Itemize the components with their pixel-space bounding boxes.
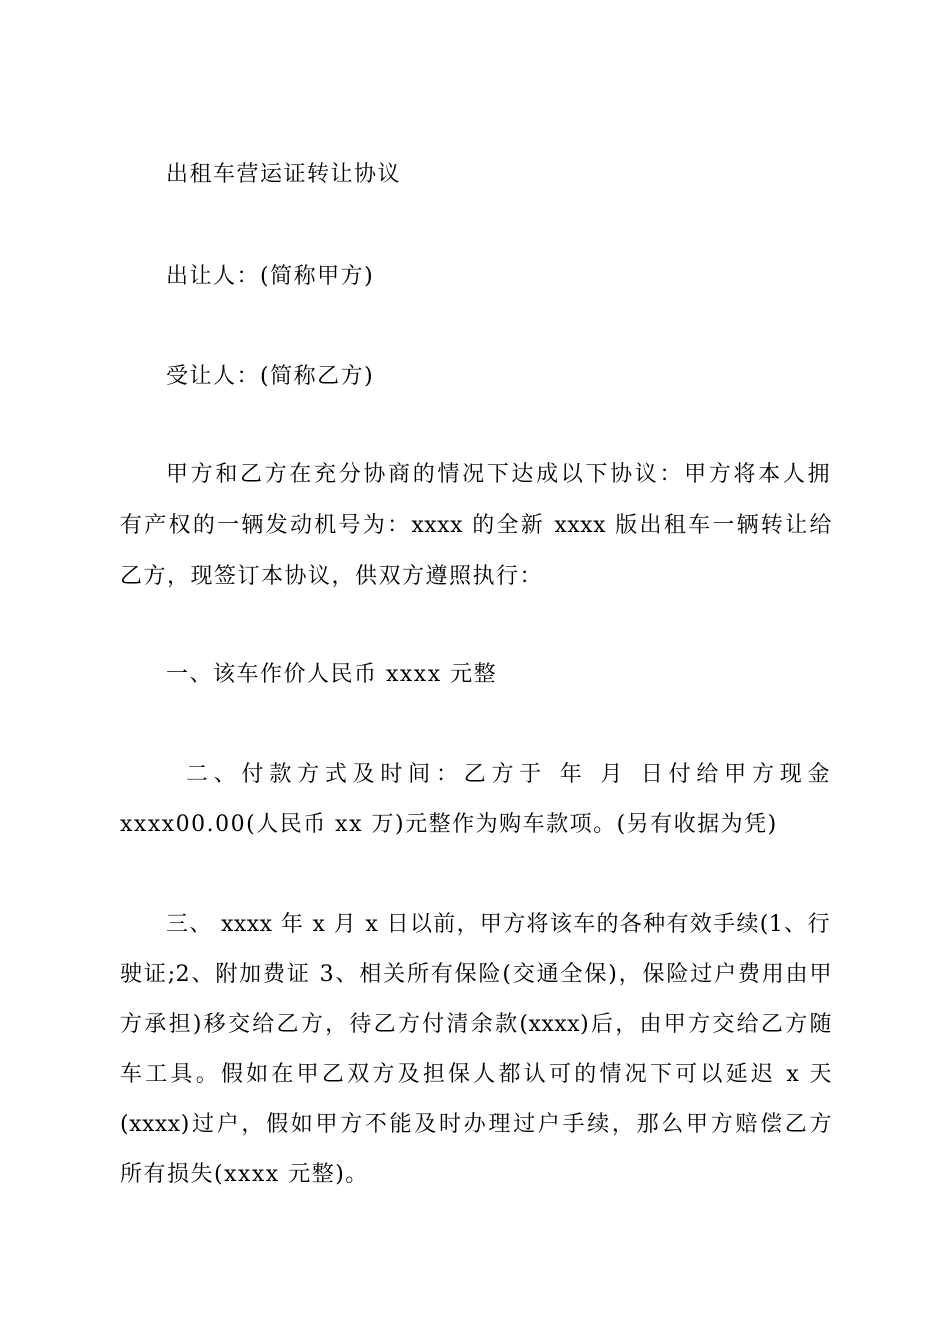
assignee-line: 受让人：(简称乙方) (166, 364, 375, 389)
clause-3-line-2: 驶证;2、附加费证 3、相关所有保险(交通全保)，保险过户费用由甲 (120, 962, 832, 987)
intro-line-3: 乙方，现签订本协议，供双方遵照执行： (120, 564, 544, 589)
clause-1-line-1: 一、该车作价人民币 xxxx 元整 (166, 662, 498, 687)
intro-line-2: 有产权的一辆发动机号为：xxxx 的全新 xxxx 版出租车一辆转让给 (120, 513, 832, 538)
clause-2-line-2: xxxx00.00(人民币 xx 万)元整作为购车款项。(另有收据为凭) (120, 812, 778, 837)
clause-3-line-1: 三、 xxxx 年 x 月 x 日以前，甲方将该车的各种有效手续(1、行 (166, 912, 830, 937)
intro-line-1: 甲方和乙方在充分协商的情况下达成以下协议：甲方将本人拥 (166, 462, 830, 487)
assignor-line: 出让人：(简称甲方) (166, 264, 375, 289)
clause-2-line-1: 二、付款方式及时间：乙方于 年 月 日付给甲方现金 (186, 762, 830, 787)
clause-3-line-5: (xxxx)过户，假如甲方不能及时办理过户手续，那么甲方赔偿乙方 (120, 1112, 832, 1137)
clause-3-line-6: 所有损失(xxxx 元整)。 (120, 1162, 369, 1187)
document-title: 出租车营运证转让协议 (166, 162, 402, 187)
clause-3-line-4: 车工具。假如在甲乙双方及担保人都认可的情况下可以延迟 x 天 (120, 1062, 832, 1087)
clause-3-line-3: 方承担)移交给乙方，待乙方付清余款(xxxx)后，由甲方交给乙方随 (120, 1012, 832, 1037)
